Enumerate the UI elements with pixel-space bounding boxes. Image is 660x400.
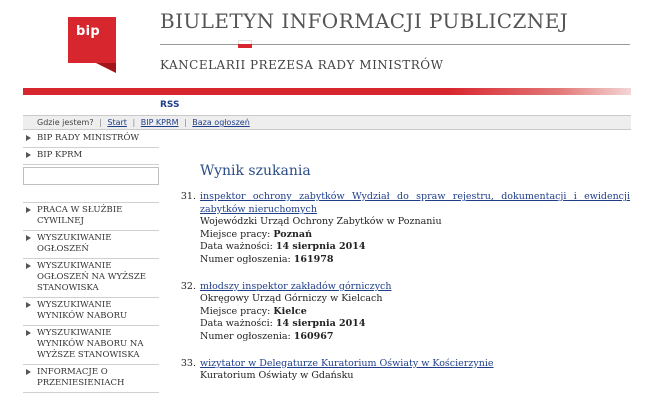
result-link[interactable]: młodszy inspektor zakładów górniczych xyxy=(200,280,392,292)
list-item xyxy=(180,191,630,267)
sidebar-item-label: WYSZUKIWANIE WYNIKÓW NABORU NA WYŻSZE STANOWISKA xyxy=(37,328,144,360)
site-title: BIULETYN INFORMACJI PUBLICZNEJ xyxy=(160,9,569,33)
arrow-right-icon xyxy=(26,207,31,213)
result-id xyxy=(200,254,630,267)
arrow-right-icon xyxy=(26,263,31,269)
sidebar-item-praca-w-sluzbie-cywilnej[interactable] xyxy=(23,203,159,231)
sidebar xyxy=(23,131,159,393)
result-place xyxy=(200,306,630,319)
sidebar-item-bip-kprm[interactable] xyxy=(23,148,159,165)
id-label: Numer ogłoszenia: xyxy=(200,330,291,342)
breadcrumb-separator: | xyxy=(132,118,136,127)
sidebar-item-wyszukiwanie-wynikow-naboru-wyzsze[interactable] xyxy=(23,326,159,365)
sidebar-item-label: WYSZUKIWANIE WYNIKÓW NABORU xyxy=(37,300,128,321)
result-office: Kuratorium Oświaty w Gdańsku xyxy=(200,370,354,382)
sidebar-item-wyszukiwanie-ogloszen[interactable] xyxy=(23,231,159,259)
sidebar-item-label: INFORMACJE O PRZENIESIENIACH xyxy=(37,367,125,388)
id-label: Numer ogłoszenia: xyxy=(200,253,291,265)
place-label: Miejsce pracy: xyxy=(200,228,271,240)
sidebar-item-label: WYSZUKIWANIE OGŁOSZEŃ xyxy=(37,233,112,254)
breadcrumb-bip-kprm[interactable]: BIP KPRM xyxy=(140,118,179,127)
result-office: Okręgowy Urząd Górniczy w Kielcach xyxy=(200,293,383,305)
page-title: Wynik szukania xyxy=(200,163,311,179)
result-date xyxy=(200,318,630,331)
result-place xyxy=(200,229,630,242)
breadcrumb-separator: | xyxy=(184,118,187,127)
sidebar-search-input[interactable] xyxy=(23,167,159,185)
breadcrumb xyxy=(23,115,631,130)
sidebar-item-wyszukiwanie-ogloszen-wyzsze[interactable] xyxy=(23,259,159,298)
date-value: 14 sierpnia 2014 xyxy=(275,318,366,330)
place-label: Miejsce pracy: xyxy=(200,305,271,317)
result-number: 32. xyxy=(180,280,196,292)
list-item xyxy=(180,357,630,383)
arrow-right-icon xyxy=(26,330,31,336)
header-red-bar xyxy=(23,88,631,95)
sidebar-item-label: BIP RADY MINISTRÓW xyxy=(37,133,140,143)
breadcrumb-baza-ogloszen[interactable]: Baza ogłoszeń xyxy=(192,118,250,127)
date-label: Data ważności: xyxy=(200,241,273,253)
place-value: Kielce xyxy=(273,305,307,317)
breadcrumb-prefix: Gdzie jestem? xyxy=(37,118,94,127)
arrow-right-icon xyxy=(26,152,31,158)
result-office: Wojewódzki Urząd Ochrony Zabytków w Poznaniu xyxy=(200,216,442,228)
sidebar-item-label: WYSZUKIWANIE OGŁOSZEŃ NA WYŻSZE STANOWISKA xyxy=(37,261,146,293)
id-value: 160967 xyxy=(293,330,334,342)
result-number: 31. xyxy=(180,191,196,202)
sidebar-item-wyszukiwanie-wynikow-naboru[interactable] xyxy=(23,298,159,326)
arrow-right-icon xyxy=(26,302,31,308)
result-link[interactable]: inspektor ochrony zabytków Wydział do spraw rejestru, dokumentacji i ewidencji zabytków nieruchomych xyxy=(200,191,630,215)
id-value: 161978 xyxy=(293,253,334,265)
date-value: 14 sierpnia 2014 xyxy=(275,241,366,253)
result-number: 33. xyxy=(180,357,196,369)
breadcrumb-separator: | xyxy=(99,118,102,127)
result-link[interactable]: wizytator w Delegaturze Kuratorium Oświaty w Kościerzynie xyxy=(200,357,494,369)
arrow-right-icon xyxy=(26,235,31,241)
sidebar-item-label: PRACA W SŁUŻBIE CYWILNEJ xyxy=(37,205,123,226)
rss-link[interactable]: RSS xyxy=(160,100,180,110)
sidebar-spacer xyxy=(23,187,159,203)
arrow-right-icon xyxy=(26,135,31,141)
bip-logo-fold xyxy=(96,63,116,73)
arrow-right-icon xyxy=(26,369,31,375)
sidebar-item-informacje-o-przeniesieniach[interactable] xyxy=(23,365,159,393)
site-subtitle: KANCELARII PREZESA RADY MINISTRÓW xyxy=(160,58,444,72)
place-value: Poznań xyxy=(273,228,312,240)
list-item xyxy=(180,280,630,344)
bip-logo-text: bip xyxy=(76,24,100,39)
search-results xyxy=(180,163,630,397)
breadcrumb-start[interactable]: Start xyxy=(107,118,127,127)
sidebar-item-label: BIP KPRM xyxy=(37,150,83,160)
title-divider xyxy=(160,44,630,45)
sidebar-item-bip-rady-ministrow[interactable] xyxy=(23,131,159,148)
result-date xyxy=(200,241,630,254)
polish-flag-red-stripe xyxy=(238,44,252,48)
date-label: Data ważności: xyxy=(200,318,273,330)
result-id xyxy=(200,331,630,344)
